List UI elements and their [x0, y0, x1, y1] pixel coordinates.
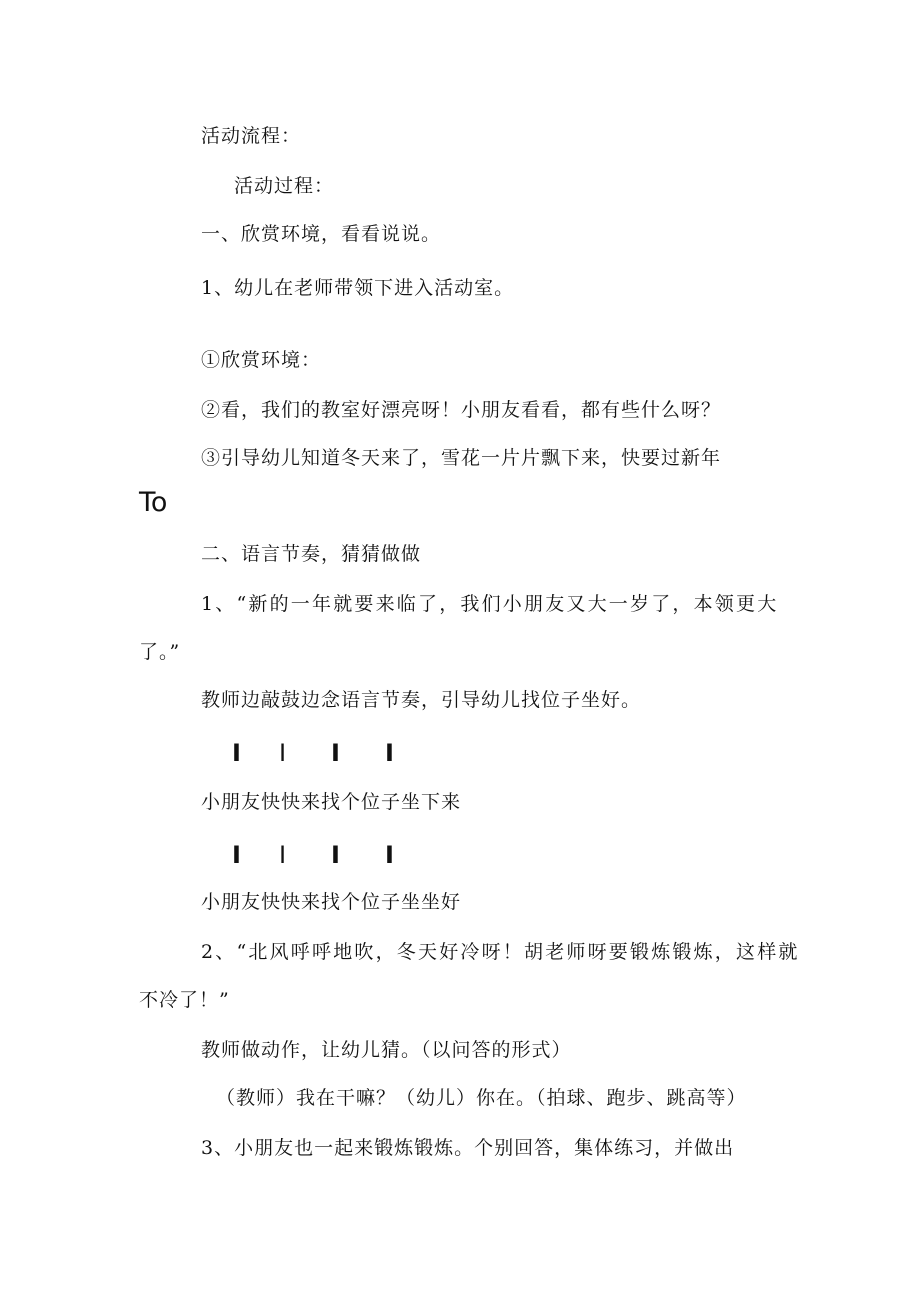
paragraph-sub-2: ②看，我们的教室好漂亮呀！小朋友看看，都有些什么呀？ [201, 399, 722, 421]
chant-line-2: 小朋友快快来找个位子坐坐好 [201, 891, 462, 913]
rhythm-beat: I [331, 841, 340, 869]
rhythm-beat: I [385, 739, 394, 767]
section-two-title: 二、语言节奏，猜猜做做 [201, 543, 422, 565]
section-one-title: 一、欣赏环境，看看说说。 [201, 223, 442, 245]
paragraph-quote-2-cont: 不冷了！” [139, 989, 230, 1011]
paragraph-teacher-action: 教师做动作，让幼儿猜。（以问答的形式） [201, 1039, 572, 1061]
paragraph-quote-1-cont: 了。” [139, 641, 181, 663]
paragraph-sub-1: ①欣赏环境： [201, 349, 322, 371]
paragraph-sub-3: ③引导幼儿知道冬天来了，雪花一片片飘下来，快要过新年 [201, 447, 722, 469]
heading-activity-process: 活动过程： [234, 175, 335, 197]
rhythm-beat: I [385, 841, 394, 869]
rhythm-beat: I [331, 739, 340, 767]
paragraph-quote-2: 2、“北风呼呼地吹，冬天好冷呀！胡老师呀要锻炼锻炼，这样就 [201, 941, 800, 963]
rhythm-beat: I [279, 739, 287, 767]
rhythm-beat: I [232, 739, 241, 767]
rhythm-notation-1 [230, 740, 430, 766]
paragraph-teacher-drum: 教师边敲鼓边念语言节奏，引导幼儿找位子坐好。 [201, 689, 642, 711]
rhythm-beat: I [232, 841, 241, 869]
chant-line-1: 小朋友快快来找个位子坐下来 [201, 791, 462, 813]
heading-activity-flow: 活动流程： [201, 125, 302, 147]
stray-text-to: To [139, 487, 168, 518]
paragraph-step-3: 3、小朋友也一起来锻炼锻炼。个别回答，集体练习，并做出 [201, 1137, 735, 1159]
rhythm-notation-2 [230, 842, 430, 868]
paragraph-step-1: 1、幼儿在老师带领下进入活动室。 [201, 277, 515, 299]
rhythm-beat: I [279, 841, 287, 869]
paragraph-quote-1: 1、“新的一年就要来临了，我们小朋友又大一岁了，本领更大 [201, 593, 779, 615]
paragraph-dialogue: （教师）我在干嘛？（幼儿）你在。（拍球、跑步、跳高等） [216, 1087, 747, 1109]
